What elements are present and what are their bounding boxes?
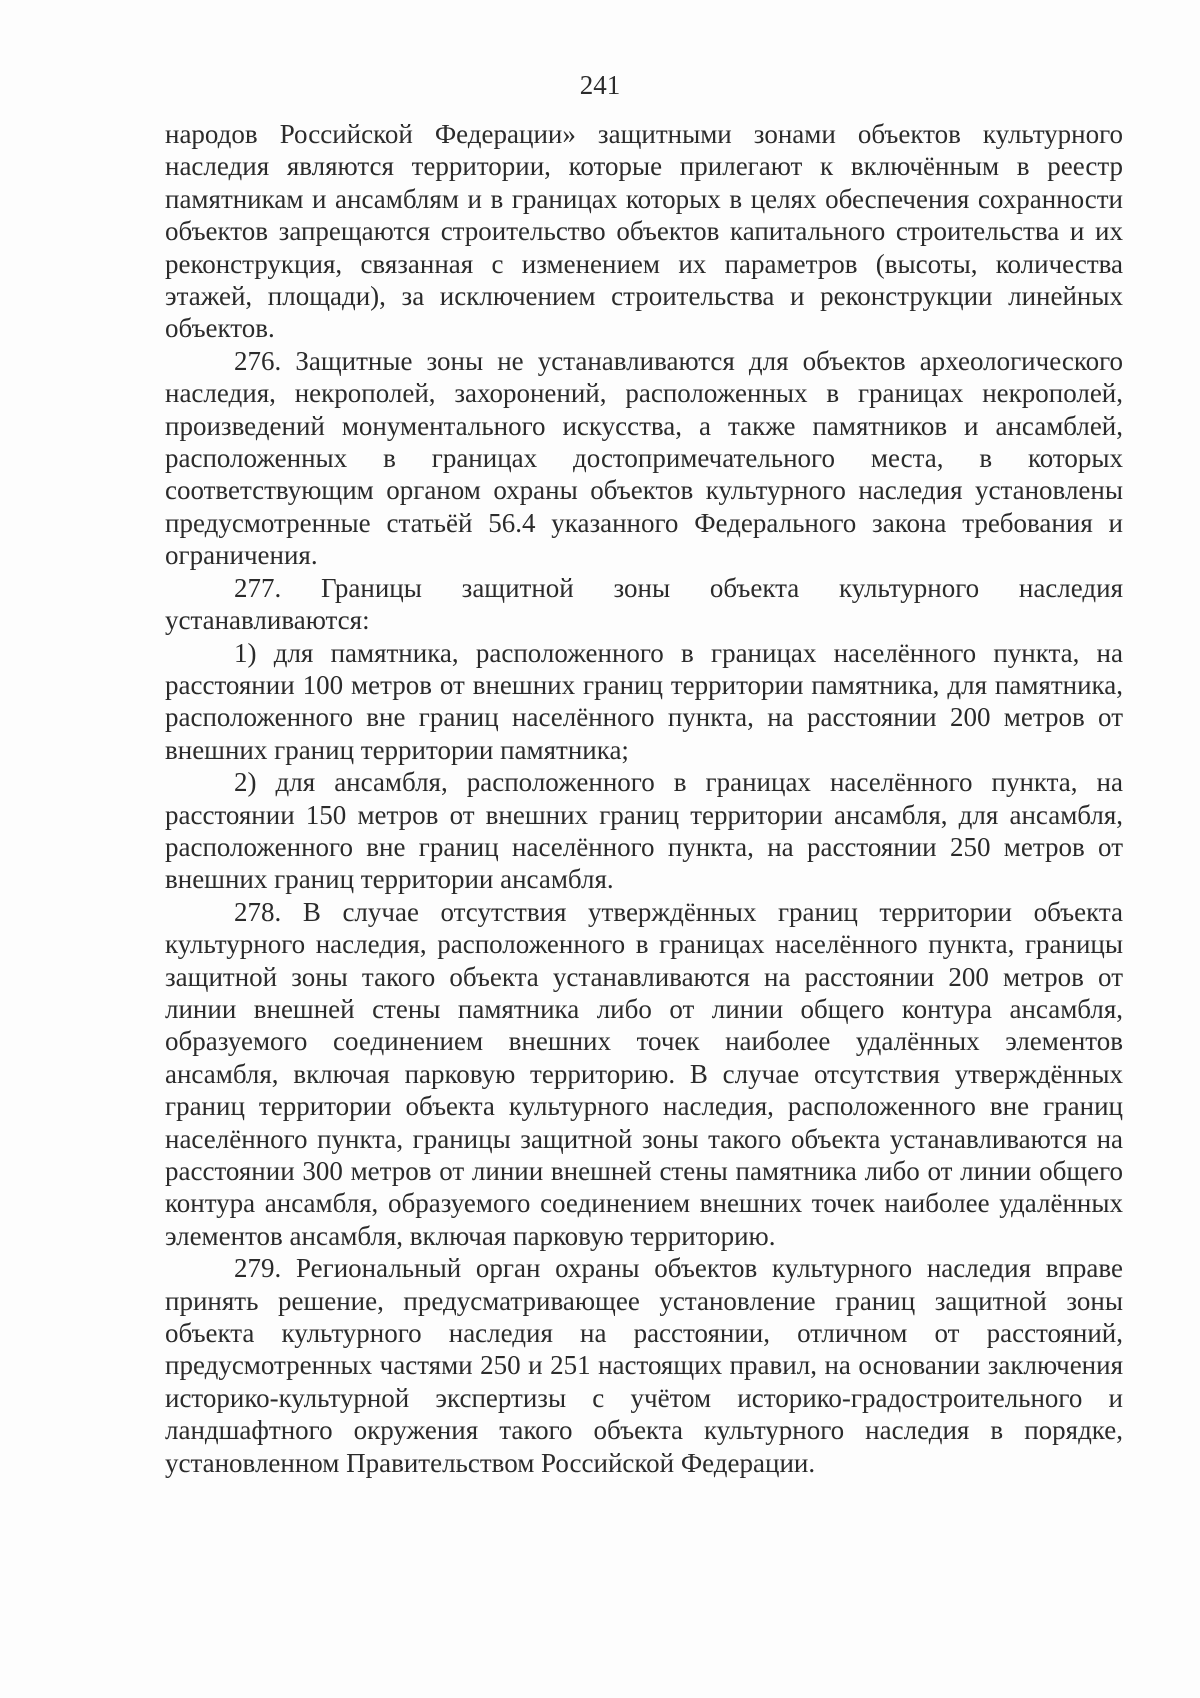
page-number: 241 <box>579 70 621 100</box>
paragraph-item-276: 276. Защитные зоны не устанавливаются для объектов археологического наследия, некрополей, захоронений, расположенных в границах некрополей, произведений монументального искусства, а также памятников и ансамблей, расположенных в границах достопримечательного места, в которых соответствующим органом охраны объектов культурного наследия установлены предусмотренные статьёй 56.4 указанного Федерального закона требования и ограничения. <box>165 345 1123 571</box>
paragraph-item-277: 277. Границы защитной зоны объекта культурного наследия устанавливаются: <box>165 572 1123 636</box>
paragraph-item-278: 278. В случае отсутствия утверждённых границ территории объекта культурного наследия, расположенного в границах населённого пункта, границы защитной зоны такого объекта устанавливаются на расстоянии 200 метров от линии внешней стены памятника либо от линии общего контура ансамбля, образуемого соединением внешних точек наиболее удалённых элементов ансамбля, включая парковую территорию. В случае отсутствия утверждённых границ территории объекта культурного наследия, расположенного вне границ населённого пункта, границы защитной зоны такого объекта устанавливаются на расстоянии 300 метров от линии внешней стены памятника либо от линии общего контура ансамбля, образуемого соединением внешних точек наиболее удалённых элементов ансамбля, включая парковую территорию. <box>165 896 1123 1251</box>
document-body <box>165 118 1123 1479</box>
paragraph-continuation: народов Российской Федерации» защитными зонами объектов культурного наследия являются территории, которые прилегают к включённым в реестр памятникам и ансамблям и в границах которых в целях обеспечения сохранности объектов запрещаются строительство объектов капитального строительства и их реконструкция, связанная с изменением их параметров (высоты, количества этажей, площади), за исключением строительства и реконструкции линейных объектов. <box>165 119 1123 344</box>
paragraph-item-277-2: 2) для ансамбля, расположенного в границах населённого пункта, на расстоянии 150 метров от внешних границ территории ансамбля, для ансамбля, расположенного вне границ населённого пункта, на расстоянии 250 метров от внешних границ территории ансамбля. <box>165 767 1123 895</box>
paragraph-item-277-1: 1) для памятника, расположенного в границах населённого пункта, на расстоянии 100 метров от внешних границ территории памятника, для памятника, расположенного вне границ населённого пункта, на расстоянии 200 метров от внешних границ территории памятника; <box>165 637 1123 765</box>
paragraph-item-279: 279. Региональный орган охраны объектов культурного наследия вправе принять решение, предусматривающее установление границ защитной зоны объекта культурного наследия на расстоянии, отличном от расстояний, предусмотренных частями 250 и 251 настоящих правил, на основании заключения историко-культурной экспертизы с учётом историко-градостроительного и ландшафтного окружения такого объекта культурного наследия в порядке, установленном Правительством Российской Федерации. <box>165 1253 1123 1478</box>
